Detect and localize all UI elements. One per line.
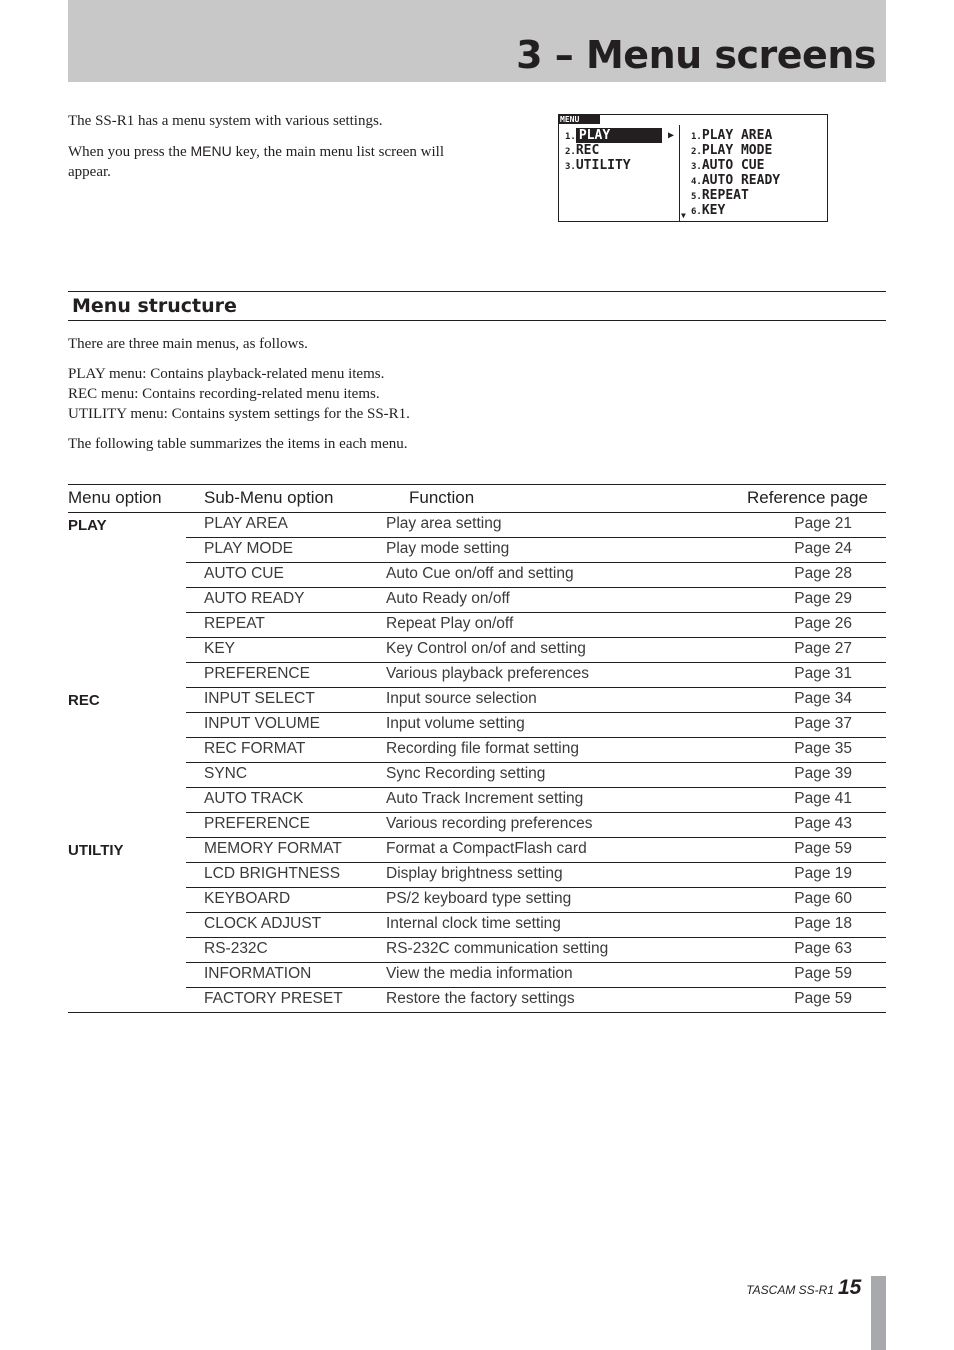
menu-group-label: UTILTIY [68,842,124,859]
lcd-sub-item [691,203,780,218]
table-row [186,963,886,988]
lcd-main-item [565,128,662,143]
table-row [186,838,886,863]
rec-menu-description: REC menu: Contains recording-related menu items. [68,386,380,402]
table-row [186,888,886,913]
function-cell: Restore the factory settings [386,990,575,1007]
lcd-item-label: REC [575,143,600,158]
lcd-main-item [565,143,662,158]
menu-group-rows [186,513,886,688]
function-cell: Auto Ready on/off [386,590,510,607]
lcd-item-label: AUTO READY [701,173,781,188]
lcd-divider [679,125,680,221]
reference-page-cell: Page 19 [794,865,852,882]
reference-page-cell: Page 59 [794,965,852,982]
menu-group [68,838,886,1013]
sub-menu-option-cell: AUTO READY [204,590,305,607]
sub-menu-option-cell: REPEAT [204,615,265,632]
table-row [186,988,886,1013]
sub-menu-option-cell: INPUT VOLUME [204,715,320,732]
footer-brand: TASCAM SS-R1 [746,1283,834,1297]
header-menu-option: Menu option [68,488,162,507]
section-divider-top [68,291,886,292]
reference-page-cell: Page 29 [794,590,852,607]
lcd-item-number: 5. [691,192,702,202]
sub-menu-option-cell: KEY [204,640,236,657]
sub-menu-option-cell: CLOCK ADJUST [204,915,322,932]
sub-menu-option-cell: RS-232C [204,940,268,957]
reference-page-cell: Page 31 [794,665,852,682]
table-body [68,513,886,1013]
header-reference-page: Reference page [747,488,868,507]
lcd-sub-item [691,143,780,158]
sub-menu-option-cell: LCD BRIGHTNESS [204,865,341,882]
lcd-main-item [565,158,662,173]
lcd-item-number: 4. [691,177,702,187]
reference-page-cell: Page 41 [794,790,852,807]
menu-structure-table [68,484,886,1013]
function-cell: Sync Recording setting [386,765,546,782]
intro-paragraph-2 [68,141,468,182]
function-cell: Play mode setting [386,540,510,557]
section-divider-bottom [68,320,886,321]
menu-key-name: MENU [190,143,232,159]
table-row [186,563,886,588]
right-triangle-icon: ▶ [668,130,675,141]
function-cell: Various playback preferences [386,665,590,682]
reference-page-cell: Page 21 [794,515,852,532]
down-triangle-icon: ▼ [681,211,686,220]
play-menu-description: PLAY menu: Contains playback-related menu items. [68,366,385,382]
intro-text [68,111,468,192]
utility-menu-description: UTILITY menu: Contains system settings for the SS-R1. [68,406,410,422]
lcd-submenu-list [691,128,780,218]
section-title: Menu structure [72,295,237,317]
menu-group-rows [186,688,886,838]
function-cell: Internal clock time setting [386,915,561,932]
table-row [186,663,886,688]
intro-text-after-key: key, the main menu list screen will appear. [68,144,445,180]
lcd-item-label: PLAY MODE [701,143,773,158]
table-row [186,913,886,938]
menu-group [68,513,886,688]
page-edge-tab [871,1276,886,1350]
lcd-sub-item [691,173,780,188]
menu-group-label: PLAY [68,517,107,534]
function-cell: RS-232C communication setting [386,940,609,957]
reference-page-cell: Page 37 [794,715,852,732]
reference-page-cell: Page 28 [794,565,852,582]
lcd-item-number: 6. [691,207,702,217]
menu-group [68,688,886,838]
reference-page-cell: Page 59 [794,990,852,1007]
chapter-header-bar [68,0,886,82]
lcd-sub-item [691,158,780,173]
lcd-sub-item [691,188,780,203]
lcd-item-label: KEY [701,203,726,218]
reference-page-cell: Page 60 [794,890,852,907]
sub-menu-option-cell: PREFERENCE [204,665,310,682]
body-paragraph: The following table summarizes the items in each menu. [68,436,408,452]
lcd-item-number: 2. [691,147,702,157]
sub-menu-option-cell: KEYBOARD [204,890,291,907]
table-header-row [68,485,886,513]
reference-page-cell: Page 24 [794,540,852,557]
sub-menu-option-cell: MEMORY FORMAT [204,840,342,857]
reference-page-cell: Page 26 [794,615,852,632]
lcd-title: MENU [559,115,600,124]
function-cell: Format a CompactFlash card [386,840,587,857]
table-row [186,588,886,613]
lcd-main-menu-list [565,128,662,173]
sub-menu-option-cell: AUTO CUE [204,565,284,582]
table-row [186,938,886,963]
sub-menu-option-cell: INFORMATION [204,965,312,982]
intro-text-before-key: When you press the [68,144,191,160]
table-row [186,513,886,538]
reference-page-cell: Page 59 [794,840,852,857]
lcd-item-number: 1. [565,132,576,142]
function-cell: Play area setting [386,515,502,532]
function-cell: Auto Track Increment setting [386,790,584,807]
lcd-item-label: PLAY AREA [701,128,773,143]
lcd-item-number: 1. [691,132,702,142]
menu-group-label: REC [68,692,100,709]
lcd-item-label: AUTO CUE [701,158,765,173]
body-paragraph: There are three main menus, as follows. [68,336,308,352]
lcd-item-number: 3. [565,162,576,172]
reference-page-cell: Page 34 [794,690,852,707]
function-cell: Recording file format setting [386,740,579,757]
function-cell: Input volume setting [386,715,525,732]
table-row [186,788,886,813]
table-row [186,613,886,638]
table-row [186,713,886,738]
lcd-item-label: UTILITY [575,158,631,173]
lcd-item-number: 2. [565,147,576,157]
intro-paragraph-1: The SS-R1 has a menu system with various settings. [68,113,383,129]
sub-menu-option-cell: AUTO TRACK [204,790,304,807]
reference-page-cell: Page 27 [794,640,852,657]
function-cell: Display brightness setting [386,865,563,882]
chapter-title: 3 – Menu screens [516,33,876,77]
sub-menu-option-cell: PLAY AREA [204,515,288,532]
table-row [186,863,886,888]
function-cell: Input source selection [386,690,537,707]
sub-menu-option-cell: FACTORY PRESET [204,990,343,1007]
sub-menu-option-cell: PLAY MODE [204,540,294,557]
sub-menu-option-cell: REC FORMAT [204,740,306,757]
function-cell: Auto Cue on/off and setting [386,565,574,582]
lcd-item-number: 3. [691,162,702,172]
section-body [68,334,668,464]
menu-descriptions [68,364,668,424]
table-row [186,738,886,763]
function-cell: Various recording preferences [386,815,593,832]
function-cell: Repeat Play on/off [386,615,514,632]
table-row [186,638,886,663]
function-cell: View the media information [386,965,573,982]
table-row [186,538,886,563]
header-function: Function [409,488,475,507]
function-cell: Key Control on/of and setting [386,640,586,657]
function-cell: PS/2 keyboard type setting [386,890,572,907]
header-sub-menu-option: Sub-Menu option [204,488,334,507]
lcd-sub-item [691,128,780,143]
sub-menu-option-cell: INPUT SELECT [204,690,315,707]
lcd-item-label: PLAY [576,128,662,143]
menu-group-rows [186,838,886,1013]
table-row [186,688,886,713]
sub-menu-option-cell: SYNC [204,765,248,782]
reference-page-cell: Page 39 [794,765,852,782]
lcd-menu-screen [558,114,828,222]
reference-page-cell: Page 63 [794,940,852,957]
reference-page-cell: Page 43 [794,815,852,832]
page-number: 15 [838,1276,862,1299]
sub-menu-option-cell: PREFERENCE [204,815,310,832]
table-row [186,813,886,838]
reference-page-cell: Page 35 [794,740,852,757]
lcd-item-label: REPEAT [701,188,749,203]
table-row [186,763,886,788]
reference-page-cell: Page 18 [794,915,852,932]
